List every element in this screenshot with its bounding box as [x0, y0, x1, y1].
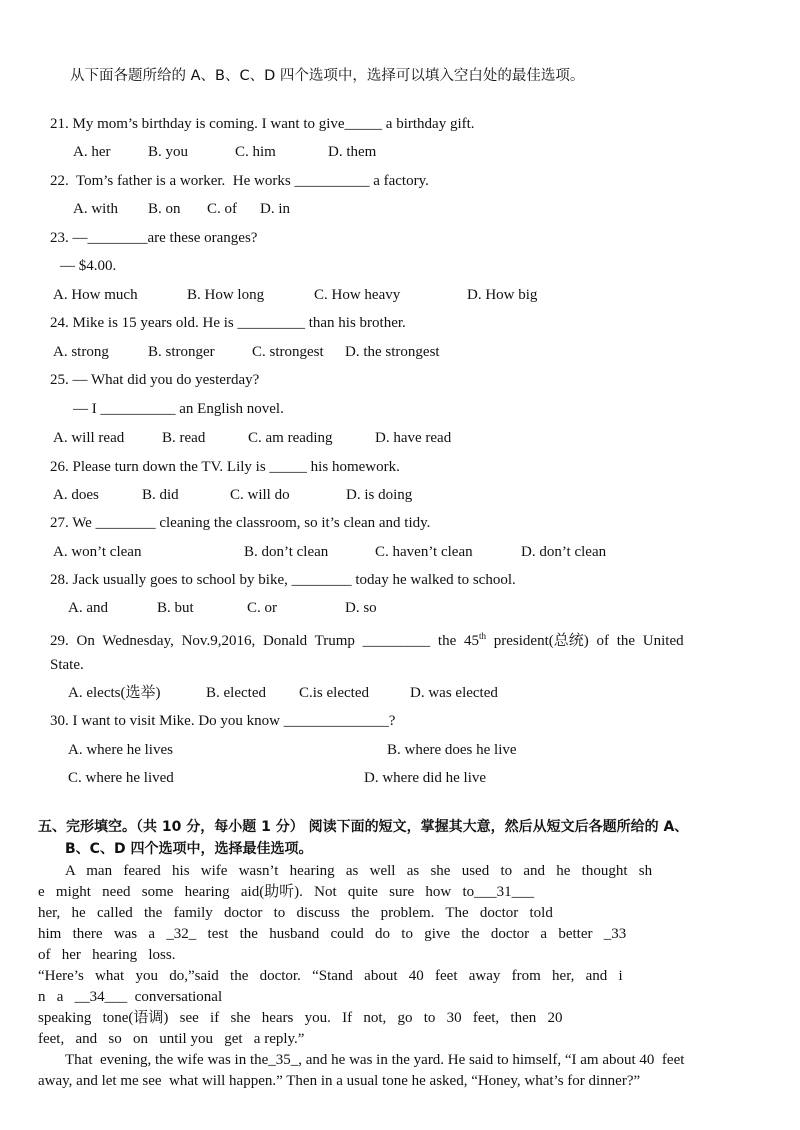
q27-option-c: C. haven’t clean	[375, 544, 473, 560]
q29-option-c: C.is elected	[299, 685, 369, 701]
q30-option-a: A. where he lives	[68, 742, 173, 758]
question-30-stem: 30. I want to visit Mike. Do you know ______________?	[50, 713, 396, 729]
q29-option-d: D. was elected	[410, 685, 498, 701]
q27-option-b: B. don’t clean	[244, 544, 329, 560]
q21-option-d: D. them	[328, 144, 377, 160]
question-24-stem: 24. Mike is 15 years old. He is _________ than his brother.	[50, 315, 406, 331]
q21-option-a: A. her	[73, 144, 111, 160]
question-29-stem: 29. On Wednesday, Nov.9,2016, Donald Trump _________ the 45th president(总统) of the United	[50, 631, 684, 649]
q29-option-a: A. elects(选举)	[68, 685, 161, 701]
question-26-stem: 26. Please turn down the TV. Lily is _____ his homework.	[50, 459, 400, 475]
q28-option-b: B. but	[157, 600, 194, 616]
question-22-stem: 22. Tom’s father is a worker. He works __________ a factory.	[50, 173, 429, 189]
q21-option-b: B. you	[148, 144, 189, 160]
passage-line-2: e might need some hearing aid(助听). Not quite sure how to___31___	[38, 884, 535, 900]
passage-line-9: feet, and so on until you get a reply.”	[38, 1031, 305, 1047]
section-5-title-cont: B、C、D 四个选项中，选择最佳选项。	[65, 841, 313, 857]
q22-option-a: A. with	[73, 201, 118, 217]
passage-line-1: A man feared his wife wasn’t hearing as well as she used to and he thought sh	[65, 863, 653, 879]
q22-option-c: C. of	[207, 201, 237, 217]
passage-line-5: of her hearing loss.	[38, 947, 176, 963]
question-28-stem: 28. Jack usually goes to school by bike, ________ today he walked to school.	[50, 572, 516, 588]
question-25-stem: 25. — What did you do yesterday?	[50, 372, 260, 388]
q28-option-d: D. so	[345, 600, 377, 616]
q24-option-a: A. strong	[53, 344, 109, 360]
q23-option-b: B. How long	[187, 287, 265, 303]
q24-option-c: C. strongest	[252, 344, 324, 360]
instruction: 从下面各题所给的 A、B、C、D 四个选项中，选择可以填入空白处的最佳选项。	[70, 68, 585, 84]
question-29-stem-cont: State.	[50, 657, 84, 673]
q23-option-c: C. How heavy	[314, 287, 401, 303]
passage-line-6: “Here’s what you do,”said the doctor. “Stand about 40 feet away from her, and i	[38, 968, 623, 984]
q28-option-a: A. and	[68, 600, 108, 616]
q29-option-b: B. elected	[206, 685, 266, 701]
passage-line-10: That evening, the wife was in the_35_, and he was in the yard. He said to himself, “I am about 40 feet	[65, 1052, 685, 1068]
q22-option-d: D. in	[260, 201, 290, 217]
passage-line-3: her, he called the family doctor to discuss the problem. The doctor told	[38, 905, 553, 921]
passage-line-8: speaking tone(语调) see if she hears you. If not, go to 30 feet, then 20	[38, 1010, 563, 1026]
q23-option-a: A. How much	[53, 287, 138, 303]
question-25-reply: — I __________ an English novel.	[73, 401, 284, 417]
q25-option-a: A. will read	[53, 430, 125, 446]
q26-option-b: B. did	[142, 487, 179, 503]
question-21-stem: 21. My mom’s birthday is coming. I want to give_____ a birthday gift.	[50, 116, 475, 132]
q26-option-d: D. is doing	[346, 487, 413, 503]
q27-option-a: A. won’t clean	[53, 544, 142, 560]
q21-option-c: C. him	[235, 144, 276, 160]
q27-option-d: D. don’t clean	[521, 544, 607, 560]
q30-option-d: D. where did he live	[364, 770, 487, 786]
q23-option-d: D. How big	[467, 287, 538, 303]
question-23-stem: 23. —________are these oranges?	[50, 230, 258, 246]
q22-option-b: B. on	[148, 201, 181, 217]
q30-option-b: B. where does he live	[387, 742, 517, 758]
question-27-stem: 27. We ________ cleaning the classroom, so it’s clean and tidy.	[50, 515, 431, 531]
q26-option-a: A. does	[53, 487, 99, 503]
passage-line-11: away, and let me see what will happen.” Then in a usual tone he asked, “Honey, what’s for dinner?”	[38, 1073, 641, 1089]
q30-option-c: C. where he lived	[68, 770, 174, 786]
section-5-title: 五、完形填空。（共 10 分，每小题 1 分） 阅读下面的短文，掌握其大意，然后从短文后各题所给的 A、	[38, 819, 689, 835]
q25-option-b: B. read	[162, 430, 206, 446]
q25-option-d: D. have read	[375, 430, 452, 446]
q24-option-b: B. stronger	[148, 344, 215, 360]
q28-option-c: C. or	[247, 600, 277, 616]
q25-option-c: C. am reading	[248, 430, 333, 446]
question-23-reply: — $4.00.	[60, 258, 117, 274]
q24-option-d: D. the strongest	[345, 344, 440, 360]
q26-option-c: C. will do	[230, 487, 290, 503]
passage-line-7: n a __34___ conversational	[38, 989, 223, 1005]
passage-line-4: him there was a _32_ test the husband could do to give the doctor a better _33	[38, 926, 627, 942]
